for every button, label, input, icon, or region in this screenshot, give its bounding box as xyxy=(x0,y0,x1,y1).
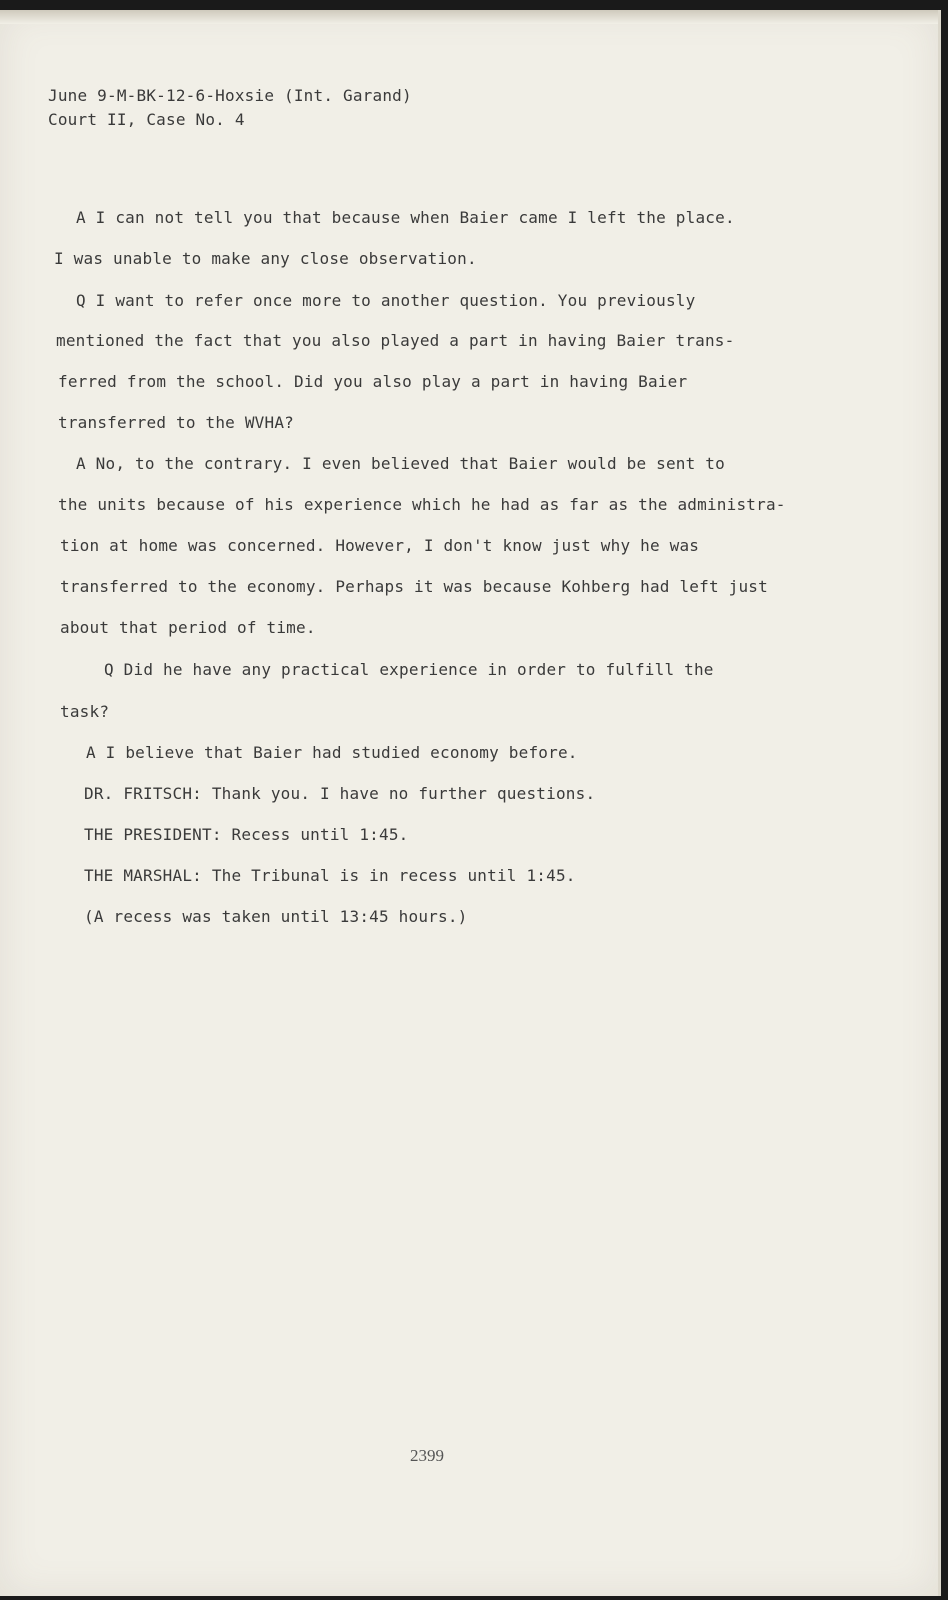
header-line-1: June 9-M-BK-12-6-Hoxsie (Int. Garand) xyxy=(48,86,412,105)
transcript-line-9: tion at home was concerned. However, I don't know just why he was xyxy=(60,536,700,555)
transcript-line-6: transferred to the WVHA? xyxy=(58,413,294,432)
transcript-line-16: THE PRESIDENT: Recess until 1:45. xyxy=(84,825,409,844)
transcript-line-4: mentioned the fact that you also played a part in having Baier trans- xyxy=(56,331,735,350)
header-line-2: Court II, Case No. 4 xyxy=(48,110,245,129)
transcript-line-13: task? xyxy=(60,702,110,721)
transcript-line-18: (A recess was taken until 13:45 hours.) xyxy=(84,907,468,926)
transcript-line-3: Q I want to refer once more to another question. You previously xyxy=(76,291,696,310)
transcript-line-7: A No, to the contrary. I even believed that Baier would be sent to xyxy=(76,454,725,473)
transcript-line-14: A I believe that Baier had studied economy before. xyxy=(86,743,578,762)
transcript-line-2: I was unable to make any close observation. xyxy=(54,249,477,268)
transcript-line-15: DR. FRITSCH: Thank you. I have no further questions. xyxy=(84,784,596,803)
transcript-line-11: about that period of time. xyxy=(60,618,316,637)
transcript-line-8: the units because of his experience which he had as far as the administra- xyxy=(58,495,786,514)
document-page xyxy=(0,10,941,1596)
transcript-line-5: ferred from the school. Did you also play a part in having Baier xyxy=(58,372,688,391)
transcript-line-10: transferred to the economy. Perhaps it was because Kohberg had left just xyxy=(60,577,768,596)
transcript-line-12: Q Did he have any practical experience in order to fulfill the xyxy=(104,660,714,679)
transcript-line-1: A I can not tell you that because when Baier came I left the place. xyxy=(76,208,735,227)
page-number: 2399 xyxy=(410,1446,444,1465)
transcript-line-17: THE MARSHAL: The Tribunal is in recess until 1:45. xyxy=(84,866,576,885)
